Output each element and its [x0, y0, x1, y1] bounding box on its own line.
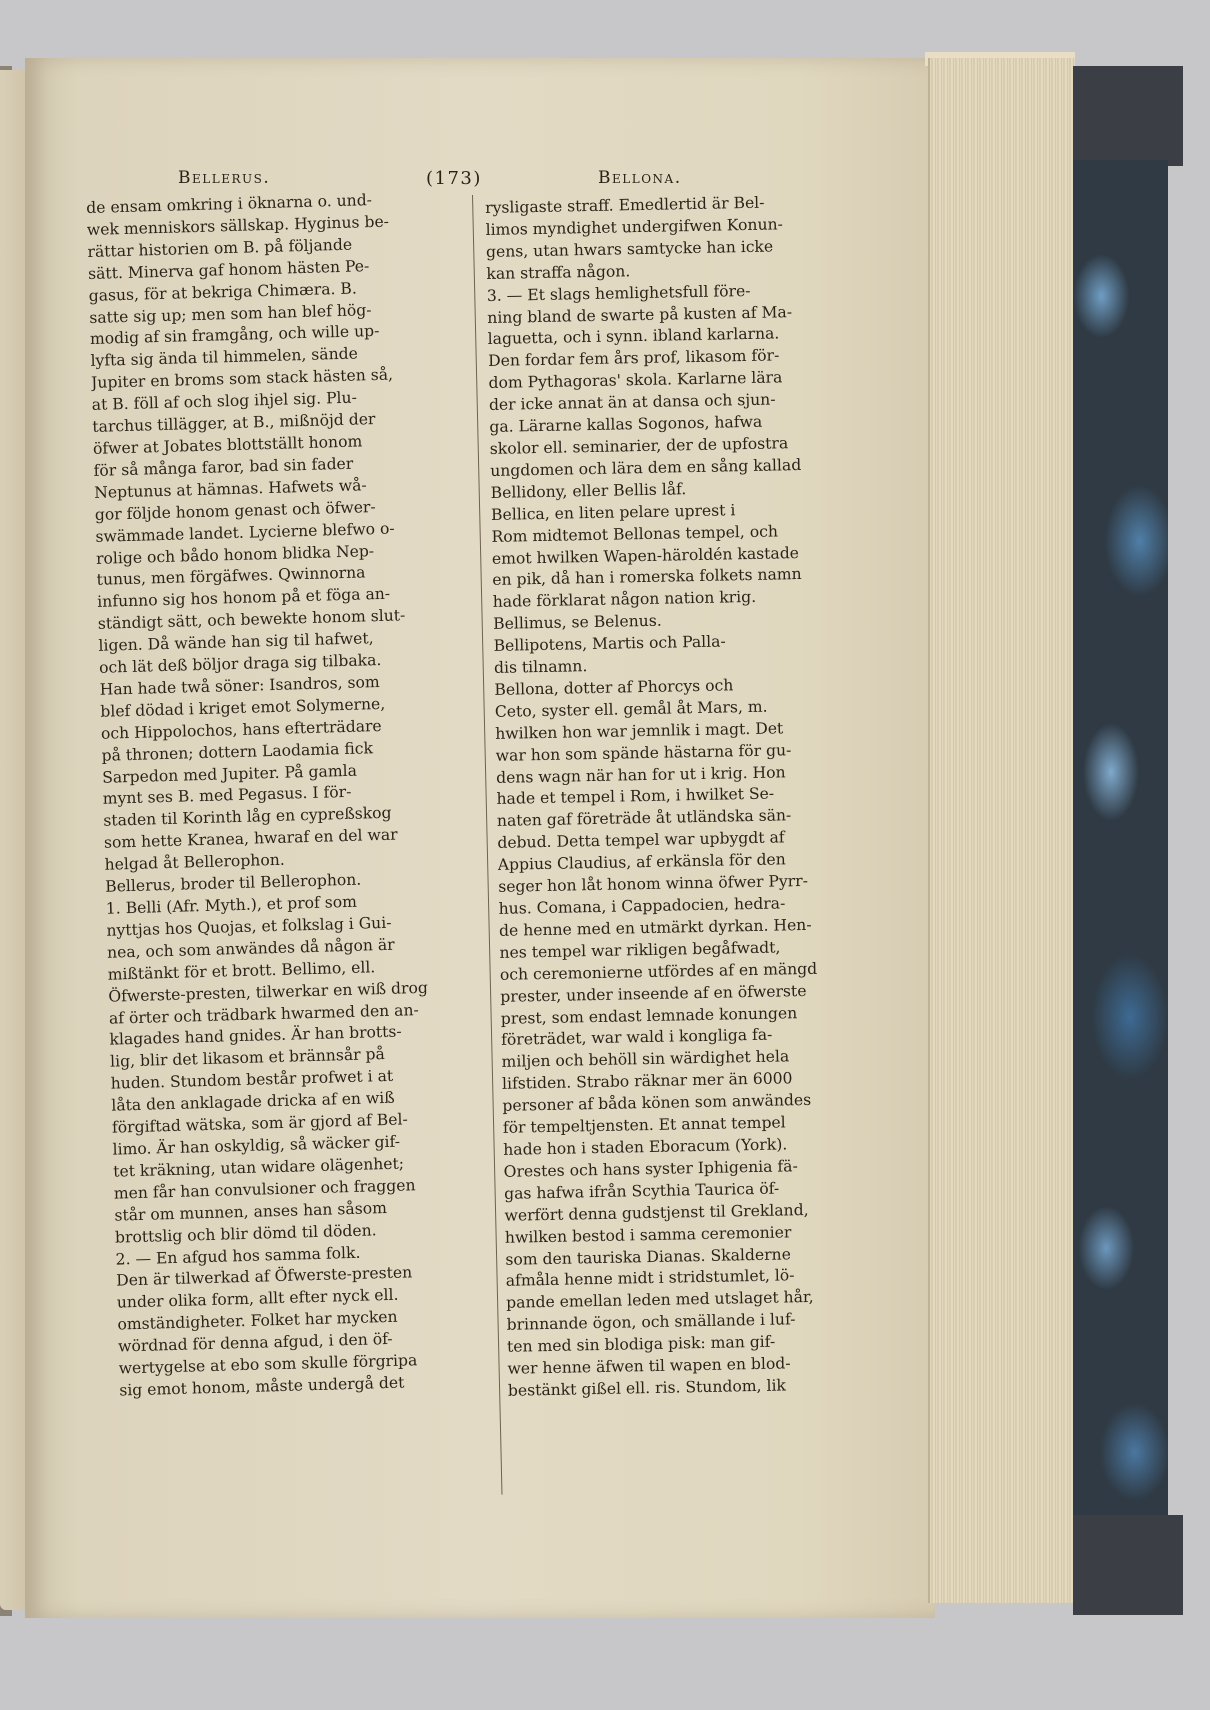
text-line: och ceremonierne utfördes af en mängd — [499, 959, 818, 984]
marbled-cover — [1073, 160, 1168, 1520]
text-line: bestänkt gißel ell. ris. Stundom, lik — [507, 1376, 787, 1400]
text-line: Bellidony, eller Bellis låf. — [490, 479, 687, 502]
page-block-edges — [928, 58, 1075, 1603]
text-line: debud. Detta tempel war upbygdt af — [497, 828, 785, 853]
text-line: de ensam omkring i öknarna o. und- — [86, 191, 373, 217]
text-line: gens, utan hwars samtycke han icke — [485, 237, 774, 261]
left-text-column — [86, 187, 497, 1402]
text-line: hwilken hon war jemnlik i magt. Det — [495, 719, 784, 743]
text-line: gas hafwa ifrån Scythia Taurica öf- — [503, 1179, 780, 1203]
text-line: brottslig och blir dömd til döden. — [114, 1220, 377, 1247]
text-line: ning bland de swarte på kusten af Ma- — [487, 302, 793, 327]
text-line: Neptunus at hämnas. Hafwets wå- — [93, 476, 367, 502]
text-line: mißtänkt för et brott. Bellimo, ell. — [107, 957, 376, 984]
text-line: Bellimus, se Belenus. — [493, 611, 662, 634]
text-line: ungdomen och lära dem en sång kallad — [490, 455, 802, 480]
text-line: huden. Stundom består profwet i at — [110, 1067, 394, 1093]
text-line: som hette Kranea, hwaraf en del war — [103, 825, 398, 853]
text-line: afmåla henne midt i stridstumlet, lö- — [505, 1266, 795, 1291]
text-line: mynt ses B. med Pegasus. I för- — [102, 783, 352, 809]
text-line: för tempeltjensten. Et annat tempel — [502, 1113, 786, 1137]
text-line: infunno sig hos honom på et föga an- — [97, 584, 391, 612]
text-line: personer af båda könen som anwändes — [502, 1091, 812, 1115]
text-line: wertygelse at ebo som skulle förgripa — [118, 1351, 418, 1378]
text-line: Öfwerste-presten, tilwerkar en wiß drog — [108, 978, 429, 1006]
text-line: naten gaf företräde åt utländska sän- — [496, 806, 792, 831]
text-line: lig, blir det likasom et brännsår på — [109, 1045, 386, 1072]
text-line: Bellica, en liten pelare uprest i — [490, 500, 736, 524]
text-line: ständigt sätt, och bewekte honom slut- — [97, 606, 406, 634]
text-line: satte sig up; men som han blef hög- — [89, 300, 372, 327]
text-line: lifstiden. Strabo räknar mer än 6000 — [501, 1069, 793, 1094]
text-line: wer henne äfwen til wapen en blod- — [507, 1354, 791, 1378]
text-line: förgiftad wätska, som är gjord af Bel- — [111, 1110, 408, 1137]
text-line: rysligaste straff. Emedlertid är Bel- — [485, 193, 765, 217]
text-line: at B. föll af och slog ihjel sig. Plu- — [91, 388, 358, 415]
text-line: Jupiter en broms som stack hästen så, — [90, 365, 394, 393]
text-line: öfwer at Jobates blottställt honom — [92, 432, 363, 458]
text-line: för så många faror, bad sin fader — [93, 454, 354, 480]
text-line: wördnad för denna afgud, i den öf- — [117, 1330, 393, 1356]
text-line: och lät deß böljor draga sig tilbaka. — [98, 650, 382, 677]
text-line: brinnande ögon, och smällande i luf- — [506, 1310, 796, 1335]
text-line: Orestes och hans syster Iphigenia fä- — [503, 1157, 798, 1181]
text-line: 2. — En afgud hos samma folk. — [115, 1243, 361, 1269]
text-line: prester, under inseende af en öfwerste — [500, 981, 807, 1006]
text-line: ga. Lärarne kallas Sogonos, hafwa — [489, 412, 763, 437]
text-line: der icke annat än at dansa och sjun- — [488, 390, 776, 415]
text-line: limos myndighet undergifwen Konun- — [485, 215, 784, 239]
text-line: omständigheter. Folket har mycken — [117, 1307, 398, 1334]
running-head-right: Bellona. — [598, 168, 682, 188]
text-line: hade förklarat någon nation krig. — [492, 588, 757, 612]
text-line: en pik, då han i romerska folkets namn — [492, 565, 802, 590]
text-line: Bellona, dotter af Phorcys och — [494, 676, 734, 699]
text-line: lyfta sig ända til himmelen, sände — [90, 344, 359, 371]
text-line: nea, och som anwändes då någon är — [106, 935, 395, 962]
text-line: af örter och trädbark hwarmed den an- — [108, 1000, 419, 1028]
cover-bottom — [1073, 1515, 1183, 1615]
text-line: war hon som spände hästarna för gu- — [495, 740, 792, 765]
text-line: swämmade landet. Lycierne blefwo o- — [95, 519, 395, 546]
text-line: laguetta, och i synn. ibland karlarna. — [487, 324, 780, 349]
text-line: 3. — Et slags hemlighetsfull före- — [486, 281, 751, 305]
text-line: tarchus tillägger, at B., mißnöjd der — [92, 410, 376, 436]
text-line: kan straffa någon. — [486, 261, 631, 283]
text-line: blef dödad i kriget emot Solymerne, — [100, 694, 386, 721]
text-line: rättar historien om B. på följande — [87, 235, 353, 261]
text-line: hade et tempel i Rom, i hwilket Se- — [496, 785, 775, 809]
text-line: sig emot honom, måste undergå det — [119, 1373, 405, 1400]
text-line: Sarpedon med Jupiter. På gamla — [101, 761, 358, 787]
text-line: på thronen; dottern Laodamia fick — [101, 738, 374, 765]
text-line: Han hade twå söner: Isandros, som — [99, 672, 380, 699]
page-number: (173) — [426, 168, 482, 189]
text-line: rolige och bådo honom blidka Nep- — [95, 541, 375, 568]
right-text-column — [485, 191, 876, 1403]
text-line: dis tilnamn. — [493, 657, 588, 677]
text-line: gasus, för at bekriga Chimæra. B. — [88, 279, 358, 305]
text-line: företrädet, war wald i kongliga fa- — [500, 1026, 773, 1050]
text-line: Den fordar fem års prof, likasom för- — [487, 346, 780, 371]
text-line: werfört denna gudstjenst til Grekland, — [504, 1200, 809, 1225]
text-line: som den tauriska Dianas. Skalderne — [505, 1244, 791, 1269]
text-line: dens wagn när han for ut i krig. Hon — [495, 762, 786, 787]
text-line: staden til Korinth låg en cypreßskog — [103, 804, 392, 831]
text-line: klagades hand gnides. Är han brotts- — [109, 1022, 402, 1050]
text-line: tet kräkning, utan widare olägenhet; — [112, 1154, 405, 1181]
text-line: tunus, men förgäfwes. Qwinnorna — [96, 563, 366, 590]
text-line: Bellipotens, Martis och Palla- — [493, 632, 726, 656]
text-line: Ceto, syster ell. gemål åt Mars, m. — [494, 697, 768, 721]
text-line: 1. Belli (Afr. Myth.), et prof som — [105, 892, 358, 918]
text-line: dom Pythagoras' skola. Karlarne lära — [488, 368, 783, 393]
text-line: skolor ell. seminarier, der de upfostra — [489, 434, 789, 458]
text-line: helgad åt Bellerophon. — [104, 850, 285, 874]
text-line: under olika form, allt efter nyck ell. — [116, 1286, 399, 1312]
text-line: hus. Comana, i Cappadocien, hedra- — [498, 894, 786, 918]
text-line: och Hippolochos, hans efterträdare — [100, 716, 382, 743]
text-line: hwilken bestod i samma ceremonier — [504, 1222, 792, 1247]
text-line: ten med sin blodiga pisk: man gif- — [506, 1332, 776, 1356]
text-line: sätt. Minerva gaf honom hästen Pe- — [87, 256, 370, 283]
text-line: men får han convulsioner och fraggen — [113, 1175, 416, 1203]
text-line: gor följde honom genast och öfwer- — [94, 497, 376, 524]
text-line: modig af sin framgång, och wille up- — [89, 322, 380, 349]
text-line: låta den anklagade dricka af en wiß — [111, 1088, 395, 1115]
text-line: miljen och behöll sin wärdighet hela — [501, 1047, 790, 1072]
text-line: ligen. Då wände han sig til hafwet, — [98, 629, 374, 655]
text-line: seger hon låt honom winna öfwer Pyrr- — [498, 872, 809, 896]
text-line: nes tempel war rikligen begåfwadt, — [499, 938, 781, 962]
text-line: står om munnen, anses han såsom — [114, 1198, 388, 1225]
text-line: Rom midtemot Bellonas tempel, och — [491, 522, 779, 546]
text-line: Appius Claudius, af erkänsla för den — [497, 850, 786, 875]
text-line: emot hwilken Wapen-häroldén kastade — [491, 543, 800, 568]
text-line: hade hon i staden Eboracum (York). — [503, 1135, 788, 1159]
text-line: pande emellan leden med utslaget hår, — [506, 1288, 814, 1313]
text-line: nyttjas hos Quojas, et folkslag i Gui- — [106, 913, 392, 940]
text-line: de henne med en utmärkt dyrkan. Hen- — [498, 915, 812, 940]
text-line: Bellerus, broder til Bellerophon. — [104, 870, 362, 896]
text-line: prest, som endast lemnade konungen — [500, 1003, 798, 1028]
text-line: limo. Är han oskyldig, så wäcker gif- — [112, 1132, 401, 1159]
cover-top — [1073, 66, 1183, 166]
text-line: Den är tilwerkad af Öfwerste-presten — [115, 1263, 413, 1290]
text-line: wek menniskors sällskap. Hyginus be- — [86, 212, 390, 239]
running-head-left: Bellerus. — [178, 168, 271, 188]
